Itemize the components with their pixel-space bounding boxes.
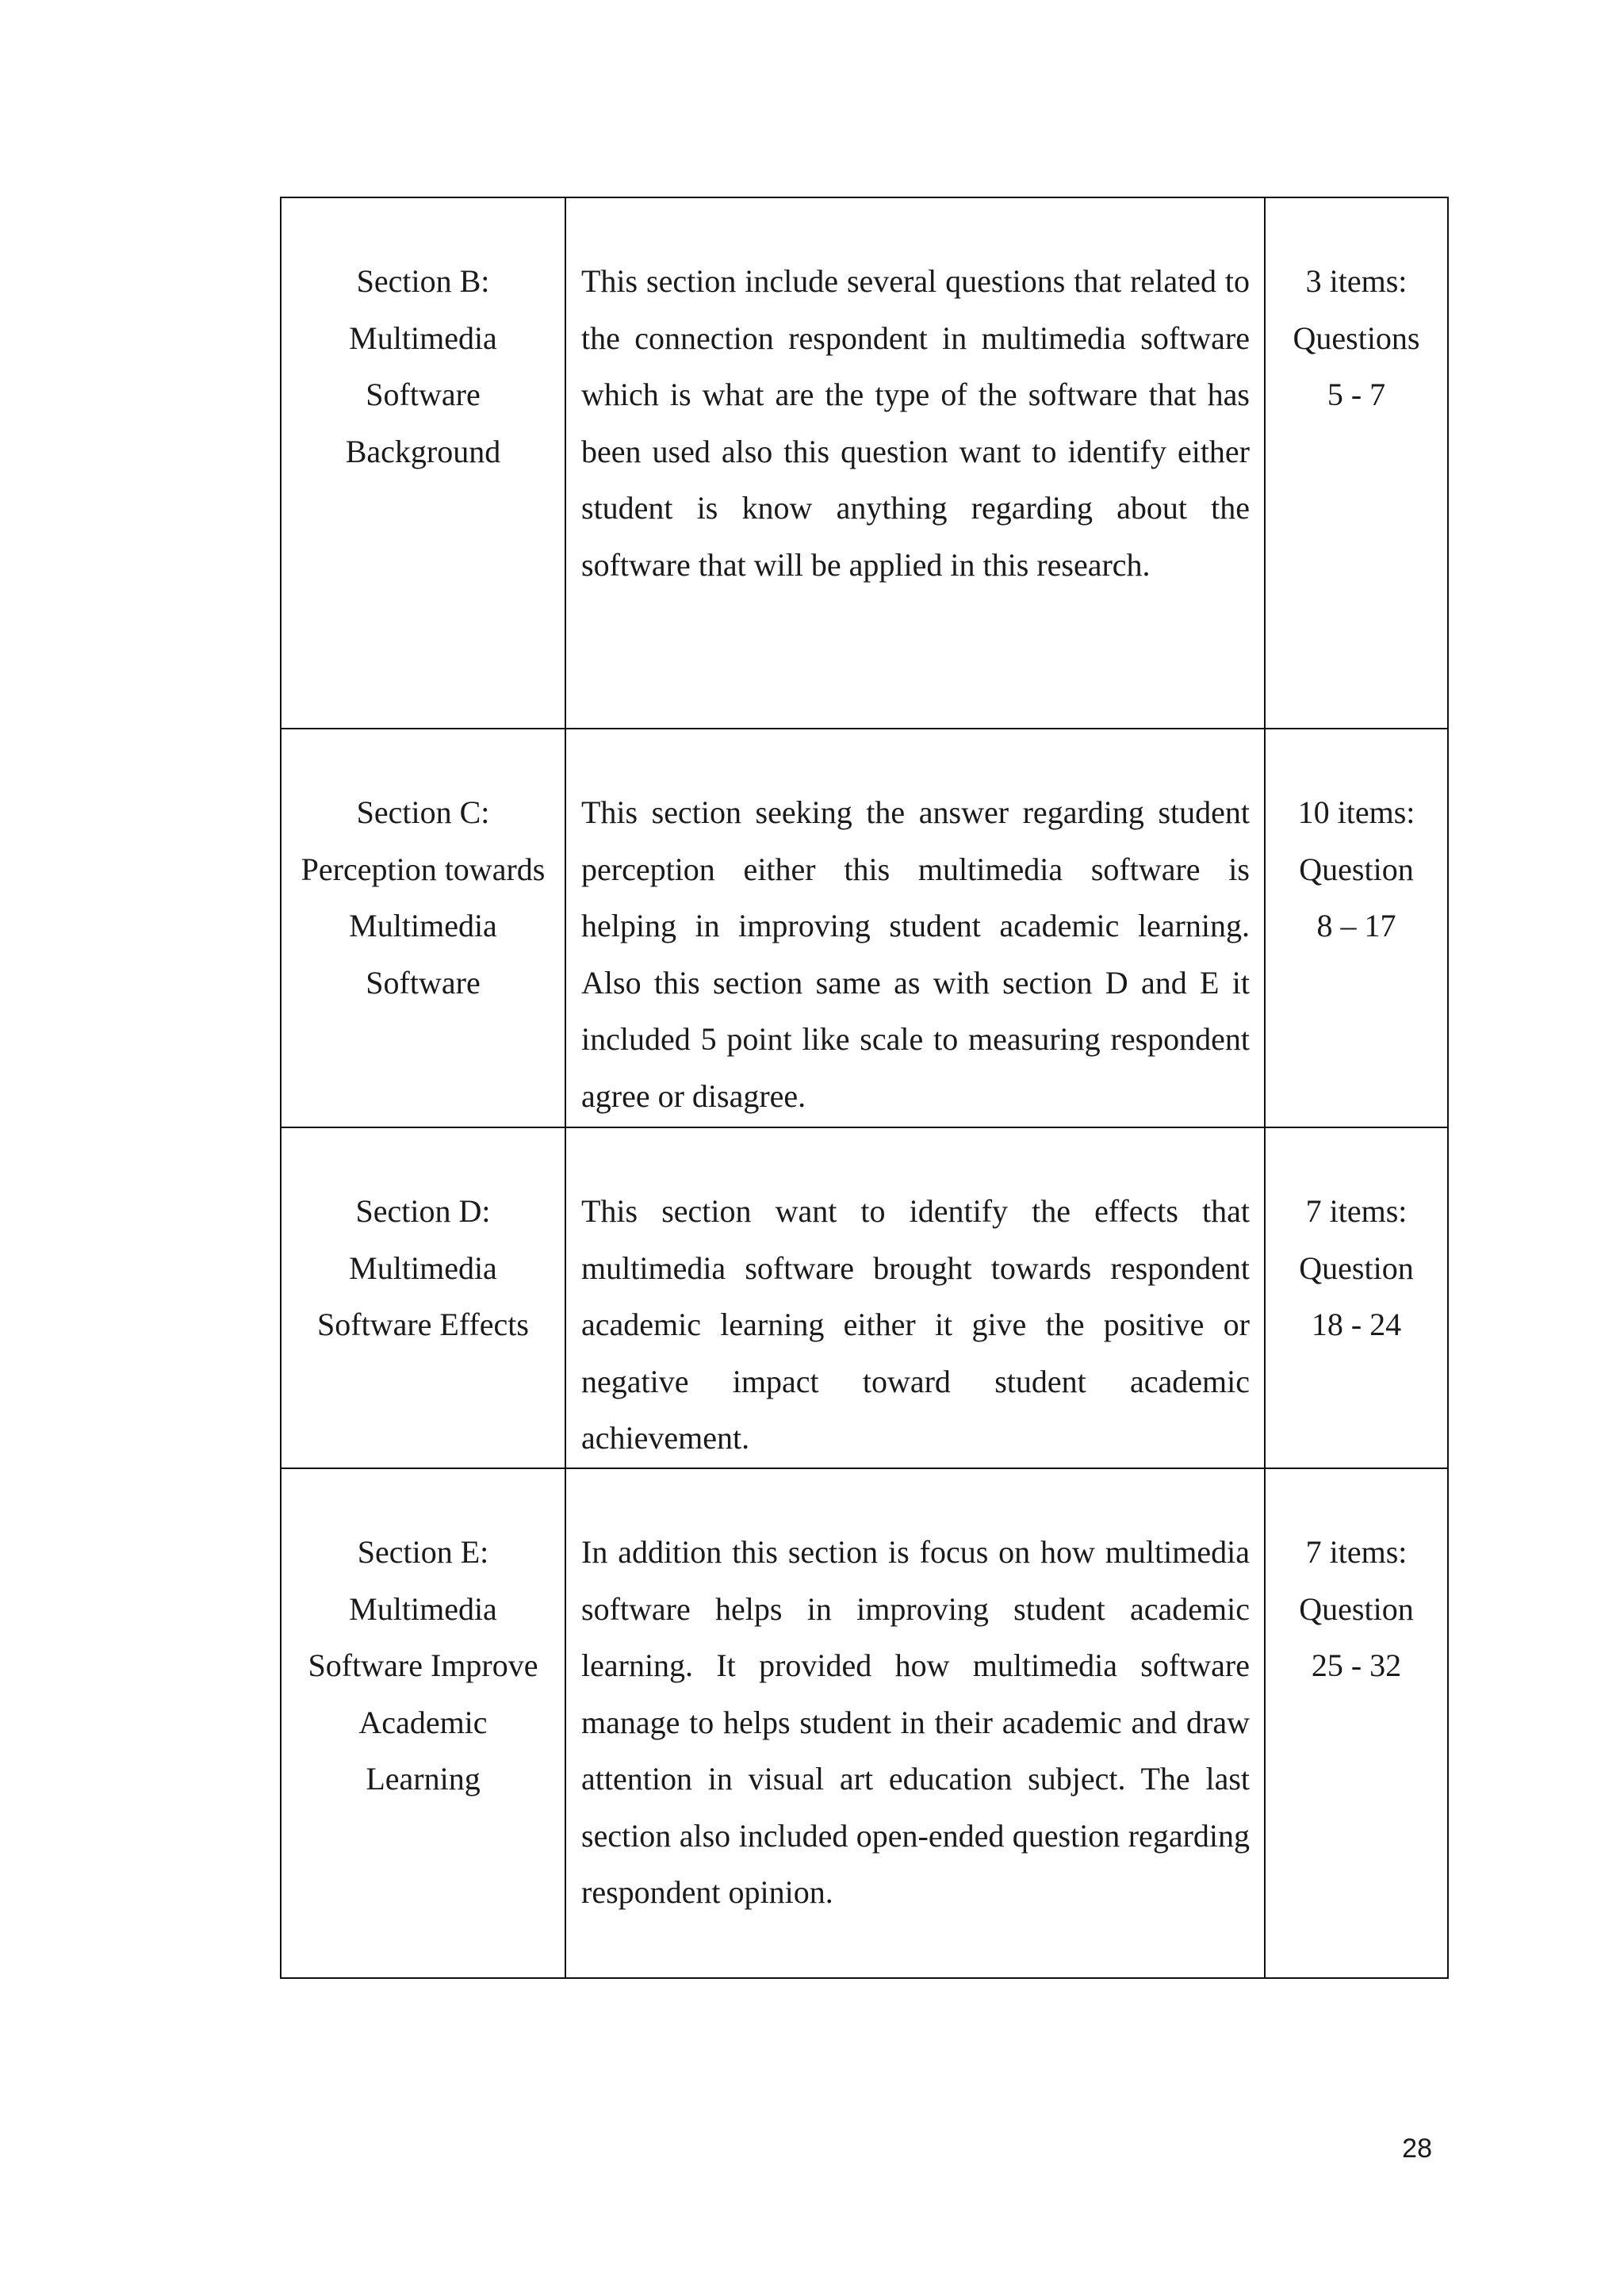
items-range-line: 18 - 24: [1311, 1307, 1402, 1342]
section-description: This section include several questions that related to the connection respondent in multimedia software which is what are the type of the software that has been used also this question want to identify either student is know anything regarding about the software that will be applied in this research.: [581, 263, 1250, 583]
section-title-line: Multimedia: [349, 320, 497, 356]
section-description-cell: [565, 197, 1265, 729]
table-row: [281, 1127, 1448, 1468]
items-label-line: Question: [1299, 1249, 1414, 1286]
section-title-cell: [281, 197, 565, 729]
items-count-line: 3 items:: [1305, 263, 1408, 299]
section-description: This section seeking the answer regarding student perception either this multimedia software is helping in improving student academic learning. Also this section same as with section D and E it included 5 point like scale to measuring respondent agree or disagree.: [581, 794, 1250, 1114]
section-title-cell: [281, 729, 565, 1127]
section-title-line: Multimedia: [349, 908, 497, 943]
section-title-cell: [281, 1127, 565, 1468]
table-row: [281, 197, 1448, 729]
items-label-line: Questions: [1293, 320, 1420, 356]
section-items-cell: [1265, 1468, 1448, 1978]
section-items-cell: [1265, 1127, 1448, 1468]
section-description-cell: [565, 729, 1265, 1127]
section-title-line: Section D:: [355, 1193, 491, 1229]
section-title-line: Learning: [366, 1761, 481, 1797]
section-title-line: Software Effects: [317, 1307, 529, 1342]
section-items-cell: [1265, 197, 1448, 729]
table-row: [281, 729, 1448, 1127]
section-description: This section want to identify the effects that multimedia software brought towards respondent academic learning either it give the positive or negative impact toward student academic achievement.: [581, 1193, 1250, 1456]
section-title-line: Section E:: [357, 1534, 489, 1570]
section-description-cell: [565, 1468, 1265, 1978]
section-title-line: Section C:: [356, 794, 490, 830]
items-range-line: 25 - 32: [1311, 1647, 1402, 1683]
section-title-line: Software Improve: [308, 1647, 538, 1683]
table-row: [281, 1468, 1448, 1978]
items-label-line: Question: [1299, 851, 1414, 887]
section-title-line: Multimedia: [349, 1249, 497, 1286]
items-count-line: 7 items:: [1305, 1193, 1408, 1229]
items-label-line: Question: [1299, 1590, 1414, 1627]
section-items-cell: [1265, 729, 1448, 1127]
section-description: In addition this section is focus on how multimedia software helps in improving student academic learning. It provided how multimedia software manage to helps student in their academic and draw attention in visual art education subject. The last section also included open-ended question regarding respondent opinion.: [581, 1534, 1250, 1910]
section-title-line: Perception towards: [301, 851, 546, 887]
items-count-line: 10 items:: [1297, 794, 1415, 830]
section-title-line: Software: [366, 377, 481, 412]
section-title-line: Section B:: [356, 263, 490, 299]
section-title-cell: [281, 1468, 565, 1978]
section-title-line: Multimedia: [349, 1590, 497, 1627]
section-description-cell: [565, 1127, 1265, 1468]
items-range-line: 5 - 7: [1327, 377, 1386, 412]
section-title-line: Academic: [358, 1704, 488, 1740]
questionnaire-sections-table: [280, 197, 1449, 1979]
items-count-line: 7 items:: [1305, 1534, 1408, 1570]
section-title-line: Software: [366, 964, 481, 1001]
items-range-line: 8 – 17: [1316, 908, 1396, 943]
section-title-line: Background: [345, 433, 501, 469]
page-number: 28: [1402, 2133, 1432, 2164]
